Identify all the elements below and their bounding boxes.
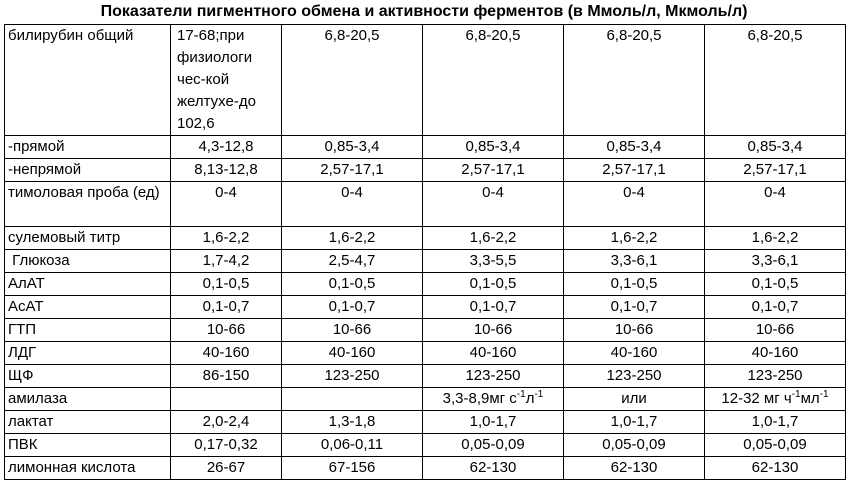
table-cell: 2,5-4,7 xyxy=(282,250,423,273)
row-name: -непрямой xyxy=(5,159,171,182)
table-row xyxy=(5,319,846,342)
superscript: -1 xyxy=(819,389,829,400)
table-cell: 1,0-1,7 xyxy=(705,411,846,434)
table-cell: 0,1-0,5 xyxy=(423,273,564,296)
table-cell: 8,13-12,8 xyxy=(171,159,282,182)
table-cell: 0-4 xyxy=(705,182,846,227)
table-row xyxy=(5,296,846,319)
table-row xyxy=(5,159,846,182)
table-cell xyxy=(423,388,564,411)
table-cell: 0,1-0,5 xyxy=(564,273,705,296)
table-cell xyxy=(171,388,282,411)
table-cell: 0,1-0,7 xyxy=(564,296,705,319)
table-cell: 3,3-6,1 xyxy=(564,250,705,273)
table-cell: 1,3-1,8 xyxy=(282,411,423,434)
table-cell: 0,1-0,5 xyxy=(282,273,423,296)
table-cell: или xyxy=(564,388,705,411)
table-cell: 0,1-0,5 xyxy=(705,273,846,296)
table-cell: 40-160 xyxy=(423,342,564,365)
row-name: ЩФ xyxy=(5,365,171,388)
table-cell: 0,17-0,32 xyxy=(171,434,282,457)
row-name: ГТП xyxy=(5,319,171,342)
table-cell: 62-130 xyxy=(705,457,846,480)
table-cell: 123-250 xyxy=(423,365,564,388)
unit-part: мл xyxy=(800,390,820,407)
row-name: лимонная кислота xyxy=(5,457,171,480)
table-cell: 1,0-1,7 xyxy=(564,411,705,434)
table-cell: 6,8-20,5 xyxy=(423,25,564,136)
table-cell: 0-4 xyxy=(564,182,705,227)
table-row xyxy=(5,457,846,480)
table-cell: 10-66 xyxy=(282,319,423,342)
table-row xyxy=(5,273,846,296)
table-cell: 10-66 xyxy=(564,319,705,342)
table-cell: 0-4 xyxy=(423,182,564,227)
table-row xyxy=(5,434,846,457)
table-cell: 0,1-0,7 xyxy=(423,296,564,319)
table-cell: 123-250 xyxy=(705,365,846,388)
table-cell: 0,85-3,4 xyxy=(423,136,564,159)
table-cell: 1,6-2,2 xyxy=(705,227,846,250)
table-cell: 0,05-0,09 xyxy=(423,434,564,457)
row-name: АсАТ xyxy=(5,296,171,319)
table-row xyxy=(5,411,846,434)
table-cell: 10-66 xyxy=(423,319,564,342)
table-cell: 10-66 xyxy=(171,319,282,342)
amylase-value: 12-32 мг ч xyxy=(721,390,792,407)
table-cell: 62-130 xyxy=(564,457,705,480)
table-cell: 67-156 xyxy=(282,457,423,480)
table-cell: 40-160 xyxy=(282,342,423,365)
table-row xyxy=(5,250,846,273)
table-cell: 6,8-20,5 xyxy=(705,25,846,136)
table-cell: 0,1-0,7 xyxy=(282,296,423,319)
reference-values-table xyxy=(4,24,846,480)
table-row xyxy=(5,136,846,159)
row-name: лактат xyxy=(5,411,171,434)
table-cell: 1,6-2,2 xyxy=(564,227,705,250)
table-cell: 6,8-20,5 xyxy=(564,25,705,136)
row-name: сулемовый титр xyxy=(5,227,171,250)
table-title: Показатели пигментного обмена и активности ферментов (в Ммоль/л, Мкмоль/л) xyxy=(100,3,748,20)
table-row xyxy=(5,365,846,388)
row-name: ЛДГ xyxy=(5,342,171,365)
row-name: ПВК xyxy=(5,434,171,457)
table-cell: 1,7-4,2 xyxy=(171,250,282,273)
table-row xyxy=(5,25,846,136)
table-cell: 2,57-17,1 xyxy=(423,159,564,182)
table-cell: 0-4 xyxy=(282,182,423,227)
table-cell: 0,1-0,7 xyxy=(171,296,282,319)
table-cell: 0,85-3,4 xyxy=(705,136,846,159)
table-cell: 1,6-2,2 xyxy=(171,227,282,250)
table-cell: 123-250 xyxy=(564,365,705,388)
row-name: билирубин общий xyxy=(5,25,171,136)
table-cell xyxy=(705,388,846,411)
table-cell: 0,05-0,09 xyxy=(564,434,705,457)
table-cell: 86-150 xyxy=(171,365,282,388)
table-row xyxy=(5,227,846,250)
row-name: -прямой xyxy=(5,136,171,159)
table-row xyxy=(5,388,846,411)
table-cell: 40-160 xyxy=(171,342,282,365)
table-cell: 26-67 xyxy=(171,457,282,480)
table-cell: 123-250 xyxy=(282,365,423,388)
table-cell: 2,57-17,1 xyxy=(564,159,705,182)
superscript: -1 xyxy=(791,389,801,400)
table-cell: 0,1-0,7 xyxy=(705,296,846,319)
table-cell: 3,3-5,5 xyxy=(423,250,564,273)
table-row xyxy=(5,342,846,365)
row-name: АлАТ xyxy=(5,273,171,296)
amylase-value: 3,3-8,9мг с xyxy=(442,390,517,407)
row-name: Глюкоза xyxy=(5,250,171,273)
table-cell: 0,06-0,11 xyxy=(282,434,423,457)
table-cell: 4,3-12,8 xyxy=(171,136,282,159)
table-cell: 2,0-2,4 xyxy=(171,411,282,434)
table-cell: 0-4 xyxy=(171,182,282,227)
table-cell: 0,85-3,4 xyxy=(564,136,705,159)
table-cell: 40-160 xyxy=(705,342,846,365)
table-cell: 2,57-17,1 xyxy=(282,159,423,182)
table-cell: 1,6-2,2 xyxy=(282,227,423,250)
table-cell: 0,85-3,4 xyxy=(282,136,423,159)
superscript: -1 xyxy=(534,389,544,400)
table-cell: 17-68;при физиологи чес-кой желтухе-до 102,6 xyxy=(171,25,282,136)
table-cell xyxy=(282,388,423,411)
row-name: тимоловая проба (ед) xyxy=(5,182,171,227)
table-cell: 3,3-6,1 xyxy=(705,250,846,273)
table-row xyxy=(5,182,846,227)
table-cell: 0,05-0,09 xyxy=(705,434,846,457)
table-cell: 2,57-17,1 xyxy=(705,159,846,182)
unit-part: л xyxy=(525,390,535,407)
table-cell: 10-66 xyxy=(705,319,846,342)
row-name: амилаза xyxy=(5,388,171,411)
table-cell: 6,8-20,5 xyxy=(282,25,423,136)
table-cell: 62-130 xyxy=(423,457,564,480)
table-cell: 1,0-1,7 xyxy=(423,411,564,434)
superscript: -1 xyxy=(516,389,526,400)
table-cell: 1,6-2,2 xyxy=(423,227,564,250)
table-cell: 0,1-0,5 xyxy=(171,273,282,296)
table-cell: 40-160 xyxy=(564,342,705,365)
